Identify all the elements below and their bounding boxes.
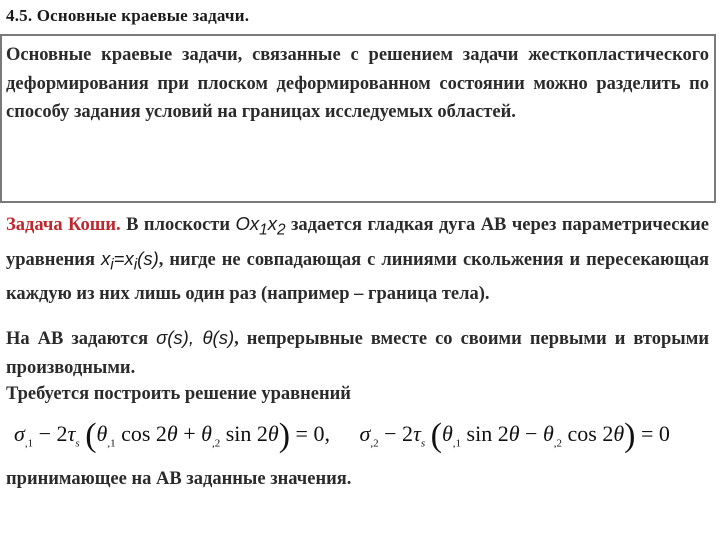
required-paragraph: Требуется построить решение уравнений — [6, 384, 351, 404]
conclusion-paragraph: принимающее на АВ заданные значения. — [6, 469, 352, 489]
given-text-a: На АВ задаются — [6, 329, 157, 349]
intro-paragraph: Основные краевые задачи, связанные с решением задачи жесткопластического деформирования при плоском деформированном состоянии можно разделить по способу задания условий на границах исследуемых областей. — [6, 45, 709, 122]
cauchy-heading: Задача Коши. — [6, 215, 121, 235]
plane-sub-1: 1 — [259, 221, 268, 239]
equation-2: $\sigma_{,2} - 2\tau_s$ ($\theta_{,1}$ $\sin 2\theta - \theta_{,2}$ cos 2θ) = 0 — [359, 417, 670, 454]
cauchy-text-b: задается гладкая дуга АВ через параметрические уравнения — [6, 215, 710, 271]
eq-i2: i — [133, 256, 138, 274]
equation-1: $\sigma_{,1} - 2\tau_s$ ($\theta_{,1}$ $\cos 2\theta + \theta_{,2}$ sin 2θ) = 0, — [14, 417, 330, 454]
plane-symbol — [235, 213, 286, 239]
eq-s: (s) — [137, 248, 159, 270]
slide-title: 4.5. Основные краевые задачи. — [6, 6, 250, 25]
sigma-function: σ(s) — [156, 327, 189, 348]
theta-function: θ(s) — [202, 327, 235, 348]
eq-mid: =x — [113, 248, 134, 270]
given-paragraph — [6, 324, 709, 382]
plane-sub-2: 2 — [276, 221, 286, 239]
equations — [14, 417, 670, 455]
given-separator: , — [188, 327, 203, 348]
given-text-b: , непрерывные вместе со своими первыми и вторыми производными. — [6, 329, 709, 378]
cauchy-text-c: , нигде не совпадающая с линиями скольжения и пересекающая каждую из них лишь один раз (например – граница тела). — [6, 250, 709, 305]
cauchy-paragraph — [6, 210, 709, 309]
param-equation — [100, 248, 159, 274]
cauchy-text-a: В плоскости — [120, 215, 236, 235]
eq-i: i — [110, 256, 114, 274]
plane-ox: Ox — [235, 213, 260, 234]
plane-x2: x — [267, 213, 277, 234]
eq-x: x — [100, 248, 111, 270]
